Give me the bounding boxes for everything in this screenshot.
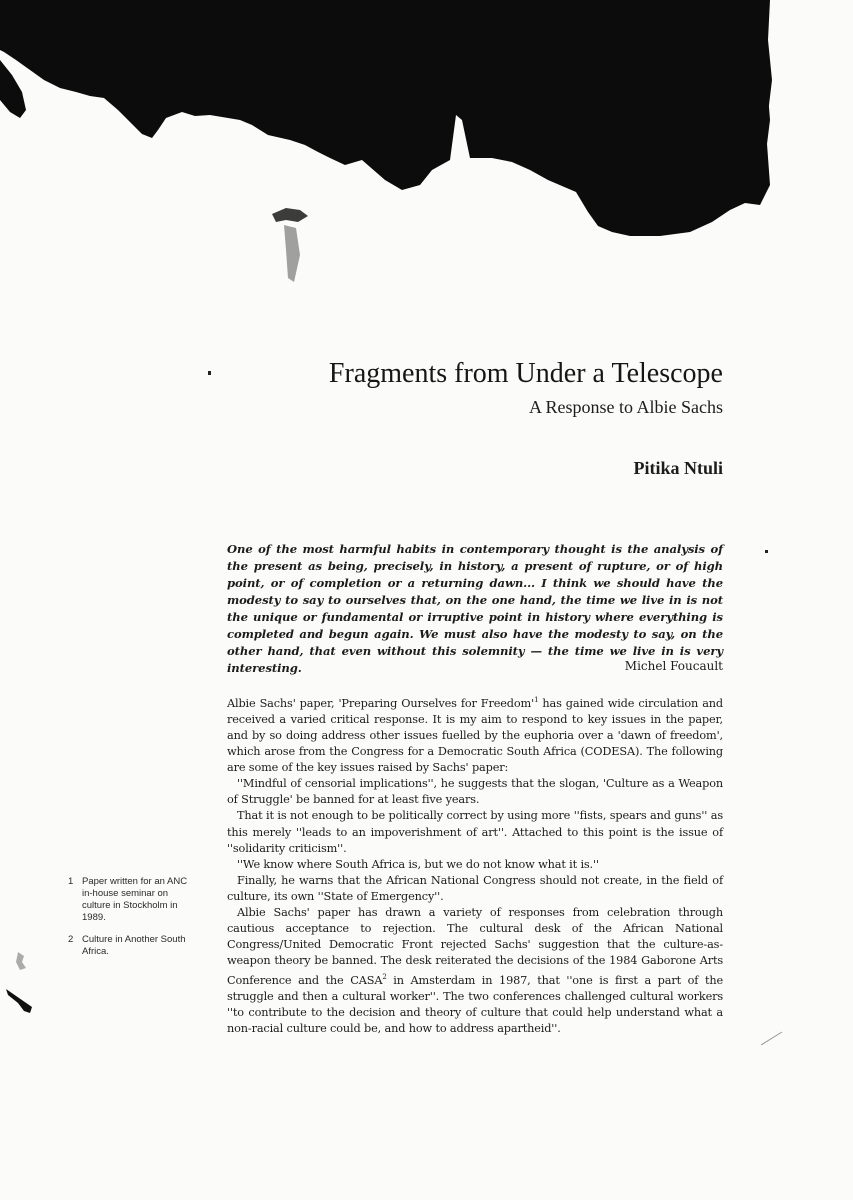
footnote: [68, 876, 198, 924]
footnote-ref: 1: [534, 696, 539, 704]
body-paragraph: ''Mindful of censorial implications'', he suggests that the slogan, 'Culture as a Weapon of Struggle' be banned for at least five years.: [227, 777, 723, 807]
article-body: [227, 692, 723, 1038]
epigraph-quote: One of the most harmful habits in contemporary thought is the analysis of the present as being, precisely, in history, a present of rupture, or of high point, or of completion or a returning dawn... I think we should have the modesty to say to ourselves that, on the one hand, the time we live in is not the unique or fundamental or irruptive point in history where everything is completed and begun again. We must also have the modesty to say, on the other hand, that even without this solemnity — the time we live in is very interesting.: [227, 542, 723, 675]
ink-speck-left: [14, 950, 30, 972]
article-subtitle: A Response to Albie Sachs: [529, 397, 723, 417]
stray-dot: [765, 550, 768, 553]
footnotes: [68, 876, 198, 968]
stray-pencil-mark: [760, 1030, 784, 1046]
ink-brush-stroke-artwork: [0, 0, 853, 300]
body-paragraph: Albie Sachs' paper, 'Preparing Ourselves for $Freedom'^1$ has gained wide circulation and received a varied critical response. It is my aim to respond to key issues in the paper, and by so doing address other issues fuelled by the euphoria over a 'dawn of freedom', which arose from the Congress for a Democratic South Africa (CODESA). The following are some of the key issues raised by Sachs' paper:: [227, 696, 724, 775]
footnote-number: 1: [68, 876, 74, 887]
footnote-text: Paper written for an ANC in-house seminar on culture in Stockholm in 1989.: [82, 876, 188, 923]
footnote-text: Culture in Another South Africa.: [82, 934, 186, 957]
footnote-number: 2: [68, 934, 74, 945]
body-paragraph: Finally, he warns that the African National Congress should not create, in the field of culture, its own ''State of Emergency''.: [227, 873, 723, 903]
author-name: Pitika Ntuli: [633, 458, 723, 478]
epigraph-attribution: Michel Foucault: [624, 659, 723, 673]
footnote-ref: 2: [382, 973, 387, 982]
body-paragraph: That it is not enough to be politically correct by using more ''fists, spears and guns'' as this merely ''leads to an impoverishment of art''. Attached to this point is the issue of ''solidarity criticism''.: [227, 809, 723, 855]
article-title: Fragments from Under a Telescope: [328, 358, 723, 389]
body-paragraph: Albie Sachs' paper has drawn a variety of responses from celebration through cautious acceptance to rejection. The cultural desk of the African National Congress/United Democratic Front rejected Sachs' suggestion that the culture-as-weapon theory be banned. The desk reiterated the decisions of the 1984 Gaborone Arts Conference and the CASA$^2$ in Amsterdam in 1987, that ''one is first a part of the struggle and then a cultural worker''. The two conferences challenged cultural workers ''to contribute to the decision and theory of culture that could help understand what a non-racial culture could be, and how to address apartheid''.: [227, 905, 723, 1036]
body-paragraph: ''We know where South Africa is, but we do not know what it is.'': [237, 857, 599, 871]
footnote: [68, 934, 198, 958]
ink-mark-left: [4, 985, 34, 1015]
